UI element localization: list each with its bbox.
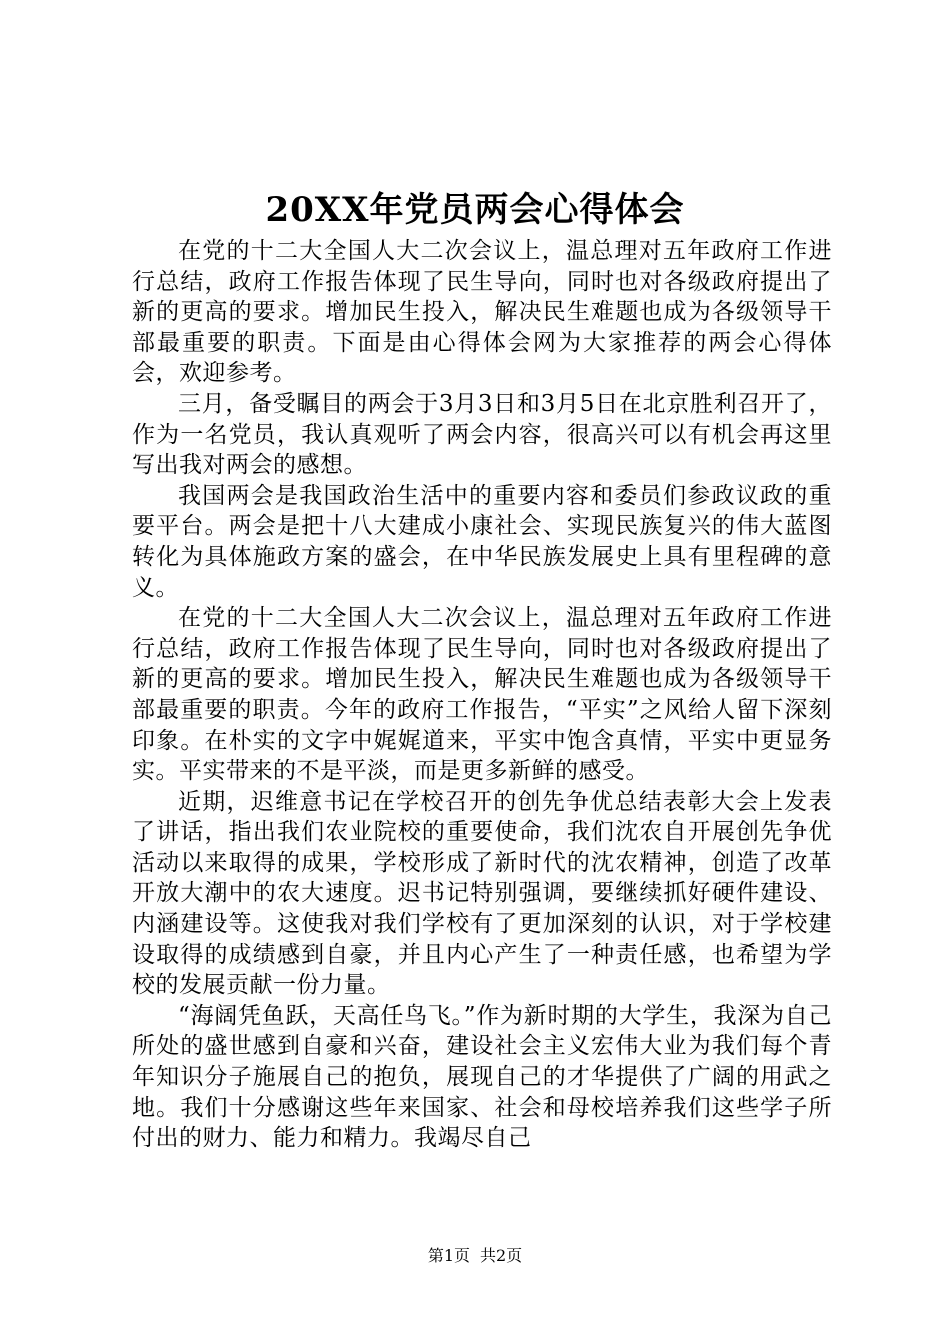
page-number: 第1页 <box>427 1246 470 1265</box>
paragraph: 在党的十二大全国人大二次会议上，温总理对五年政府工作进行总结，政府工作报告体现了民生导向，同时也对各级政府提出了新的更高的要求。增加民生投入，解决民生难题也成为各级领导干部最重要的职责。下面是由心得体会网为大家推荐的两会心得体会，欢迎参考。 <box>132 238 832 387</box>
document-title: 20XX年党员两会心得体会 <box>265 190 685 230</box>
page-total: 共2页 <box>480 1246 523 1265</box>
paragraph: 近期，迟维意书记在学校召开的创先争优总结表彰大会上发表了讲话，指出我们农业院校的重要使命，我们沈农自开展创先争优活动以来取得的成果，学校形成了新时代的沈农精神，创造了改革开放大潮中的农大速度。迟书记特别强调，要继续抓好硬件建设、内涵建设等。这使我对我们学校有了更加深刻的认识，对于学校建设取得的成绩感到自豪，并且内心产生了一种责任感，也希望为学校的发展贡献一份力量。 <box>132 788 832 999</box>
page-footer <box>0 1245 950 1267</box>
paragraph: “海阔凭鱼跃，天高任鸟飞。”作为新时期的大学生，我深为自己所处的盛世感到自豪和兴奋，建设社会主义宏伟大业为我们每个青年知识分子施展自己的抱负，展现自己的才华提供了广阔的用武之地。我们十分感谢这些年来国家、社会和母校培养我们这些学子所付出的财力、能力和精力。我竭尽自己 <box>132 1002 832 1152</box>
paragraph: 在党的十二大全国人大二次会议上，温总理对五年政府工作进行总结，政府工作报告体现了民生导向，同时也对各级政府提出了新的更高的要求。增加民生投入，解决民生难题也成为各级领导干部最重要的职责。今年的政府工作报告，“平实”之风给人留下深刻印象。在朴实的文字中娓娓道来，平实中饱含真情，平实中更显务实。平实带来的不是平淡，而是更多新鲜的感受。 <box>132 605 832 785</box>
paragraph: 三月，备受瞩目的两会于3月3日和3月5日在北京胜利召开了，作为一名党员，我认真观听了两会内容，很高兴可以有机会再这里写出我对两会的感想。 <box>132 390 832 479</box>
paragraph: 我国两会是我国政治生活中的重要内容和委员们参政议政的重要平台。两会是把十八大建成小康社会、实现民族复兴的伟大蓝图转化为具体施政方案的盛会，在中华民族发展史上具有里程碑的意义。 <box>132 482 832 601</box>
document-body <box>132 236 832 1154</box>
